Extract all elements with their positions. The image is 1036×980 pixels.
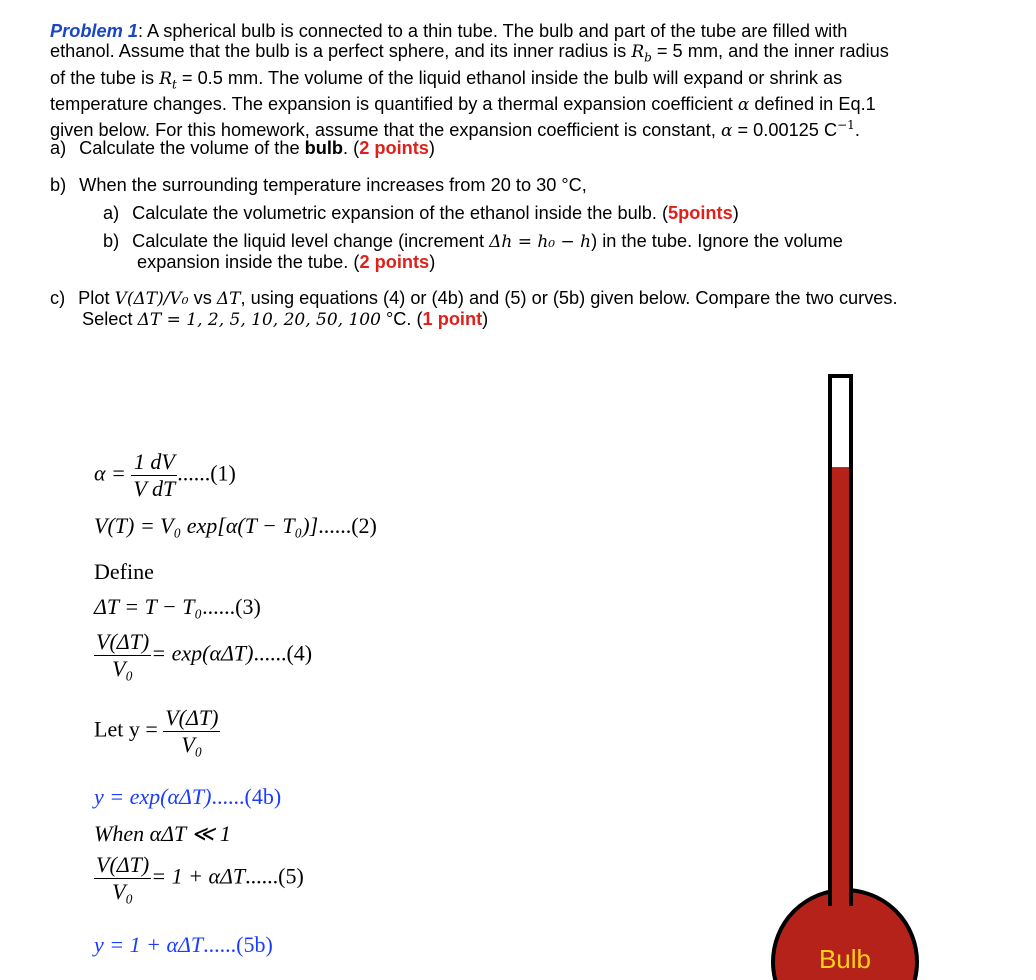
points-badge: 5points — [668, 203, 733, 223]
equation-4: $\frac{V(\Delta T)}{\text{V₀}}$ = exp(αΔT)......(4) — [96, 629, 313, 681]
intro-line-4: temperature changes. The expansion is quantified by a thermal expansion coefficient α defined in Eq.1 — [50, 94, 876, 116]
intro-line-3: of the tube is $R_t = 0.5$ mm. The volume of the liquid ethanol inside the bulb will expand or shrink as — [50, 67, 843, 92]
thermometer-illustration — [770, 370, 1036, 980]
let-definition: Let y = $\frac{V(\Delta T)}{\text{V₀}}$ — [94, 705, 219, 757]
equation-2: V(T) = V₀ exp[α(T − T₀)]......(2) — [94, 513, 377, 538]
define-label: Define — [94, 559, 154, 584]
question-c-line2: Select ΔT = 1, 2, 5, 10, 20, 50, 100 °C. (1 point) — [82, 309, 489, 330]
question-b-a: a) Calculate the volumetric expansion of the ethanol inside the bulb. (5points) — [103, 203, 739, 223]
question-c: c) Plot V(ΔT)/V₀ vs ΔT, using equations (4) or (4b) and (5) or (5b) given below. Compare the two curves. — [50, 288, 898, 309]
question-b: b) When the surrounding temperature increases from 20 to 30 °C, — [50, 175, 587, 195]
intro-line-2: ethanol. Assume that the bulb is a perfect sphere, and its inner radius is $R_b = 5$ mm, and the inner radius — [50, 41, 889, 65]
intro-line-1: Problem 1: A spherical bulb is connected to a thin tube. The bulb and part of the tube are filled with — [50, 21, 848, 41]
points-badge: 2 points — [359, 138, 429, 158]
equation-5b: y = 1 + αΔT......(5b) — [94, 932, 273, 957]
bulb-label: Bulb — [818, 944, 872, 974]
points-badge: 1 point — [422, 309, 483, 329]
thermometer-liquid — [832, 467, 849, 974]
when-condition: When αΔT ≪ 1 — [94, 821, 231, 846]
question-b-b: b) Calculate the liquid level change (increment Δh = h₀ − h) in the tube. Ignore the volume — [103, 231, 843, 252]
equation-4b: y = exp(αΔT)......(4b) — [94, 784, 282, 809]
fraction: $\frac{V(\Delta T)}{\text{V₀}}$ — [96, 629, 150, 681]
problem-intro — [50, 21, 1025, 141]
equation-1: α = $\frac{1 dV}{\text{V dT}}$ ......(1) — [94, 449, 236, 501]
question-a: a) Calculate the volume of the bulb. (2 points) — [50, 138, 435, 158]
intro-line-5: given below. For this homework, assume that the expansion coefficient is constant, α = 0.00125 $C^{-1}$. — [50, 118, 860, 142]
problem-label: Problem 1 — [50, 21, 138, 41]
points-badge: 2 points — [359, 252, 430, 272]
equation-3: ΔT = T − T₀......(3) — [94, 594, 261, 619]
fraction: $\frac{V(\Delta T)}{\text{V₀}}$ — [165, 705, 219, 757]
fraction: $\frac{1 dV}{\text{V dT}}$ — [133, 449, 176, 501]
equation-5: $\frac{V(\Delta T)}{\text{V₀}}$ = 1 + αΔT......(5) — [96, 852, 304, 904]
question-b-b-line2: expansion inside the tube. (2 points) — [137, 252, 436, 272]
fraction: $\frac{V(\Delta T)}{\text{V₀}}$ — [96, 852, 150, 904]
